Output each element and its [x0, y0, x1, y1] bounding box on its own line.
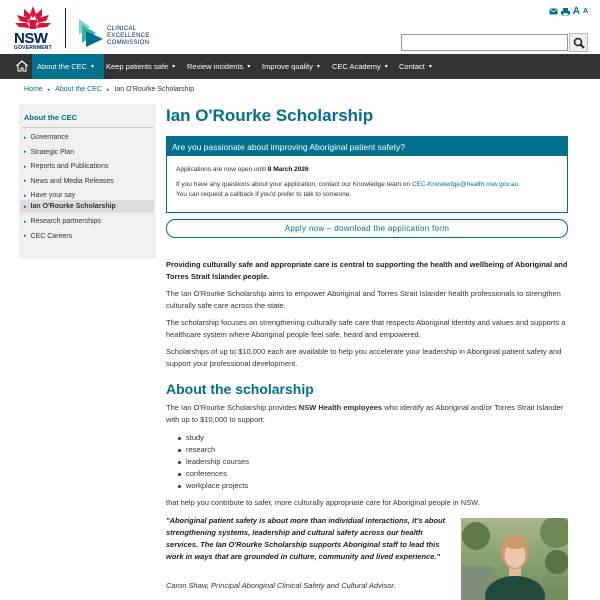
about-suffix: who identify as Aboriginal and/or Torres Strait Islander with up to $10,000 to support:: [166, 403, 564, 424]
nav-item-improve-quality[interactable]: [262, 54, 320, 79]
contact-prefix: If you have any questions about your application, contact our Knowledge team on: [176, 181, 412, 188]
print-icon[interactable]: [561, 8, 570, 16]
nav-item-about-the-cec[interactable]: [32, 54, 104, 79]
support-outro: that help you contribute to safer, more culturally appropriate care for Aboriginal people in NSW.: [166, 498, 480, 507]
nav-item-contact[interactable]: [399, 54, 432, 79]
sidebar-item-label: Have your say: [30, 192, 76, 199]
breadcrumb-home[interactable]: Home: [24, 86, 43, 93]
pull-quote: "Aboriginal patient safety is about more than individual interactions, it's about strengthening systems, leadership and cultural safety across our health services. The Ian O'Rourke Scholarship supports Aboriginal staff to lead this work in ways that are grounded in culture, community and lived experience.": [166, 516, 446, 561]
sidebar-item-label: Reports and Publications: [30, 163, 109, 170]
list-item: study: [178, 432, 249, 444]
cec-line-1: CLINICAL: [107, 26, 137, 32]
chevron-down-icon: ▾: [247, 64, 251, 70]
decrease-text-size-button[interactable]: A: [582, 8, 588, 15]
sidebar-item-reports-and-publications[interactable]: [20, 160, 154, 173]
portrait-photo: [461, 518, 568, 600]
breadcrumb-about-the-cec[interactable]: About the CEC: [55, 86, 102, 93]
support-list: [178, 432, 249, 492]
bullet-arrow-icon: ▸: [24, 163, 27, 170]
nav-item-label: Improve quality: [262, 62, 313, 71]
contact-email-link[interactable]: CEC-Knowledge@health.nsw.gov.au: [411, 181, 519, 188]
breadcrumb-separator-icon: ▸: [106, 87, 110, 93]
logo-divider: [65, 8, 66, 48]
search-button[interactable]: [569, 33, 588, 52]
sidebar-item-research-partnerships[interactable]: [20, 215, 154, 228]
list-item: leadership courses: [178, 456, 249, 468]
sidebar-item-label: Ian O'Rourke Scholarship: [30, 203, 116, 210]
waratah-icon: [12, 5, 54, 31]
callout-heading: Are you passionate about improving Aboriginal patient safety?: [167, 137, 567, 156]
quote-attribution: Caron Shaw, Principal Aboriginal Clinical Safety and Cultural Advisor.: [166, 581, 396, 590]
home-icon[interactable]: [15, 59, 29, 73]
sidebar-item-strategic-plan[interactable]: [20, 146, 154, 159]
sidebar-title[interactable]: About the CEC: [24, 113, 77, 122]
chevron-down-icon: ▾: [316, 64, 320, 70]
sidebar-item-label: Strategic Plan: [30, 148, 75, 156]
chevron-down-icon: ▾: [91, 64, 95, 70]
nav-item-label: Contact: [399, 62, 425, 71]
applications-close-date: 8 March 2026: [267, 166, 309, 173]
applications-callout: [166, 136, 568, 213]
nav-item-cec-academy[interactable]: [332, 54, 388, 79]
bullet-arrow-icon: ▸: [24, 192, 27, 199]
nav-item-label: Keep patients safe: [106, 62, 169, 71]
nsw-government-label: GOVERNMENT: [14, 45, 52, 51]
bullet-arrow-icon: ▸: [24, 178, 27, 184]
chevron-down-icon: ▾: [384, 64, 388, 70]
section-heading-about: About the scholarship: [166, 381, 314, 397]
nsw-wordmark: NSW: [14, 30, 48, 47]
cec-line-3: COMMISSION: [107, 40, 150, 46]
cec-line-2: EXCELLENCE: [107, 33, 150, 39]
list-item: conferences: [178, 468, 249, 480]
chevron-down-icon: ▾: [172, 64, 176, 70]
search-input[interactable]: [401, 34, 568, 51]
sidebar-item-cec-careers[interactable]: [20, 230, 154, 243]
applications-open-text: [176, 166, 309, 173]
body-paragraph-2: The scholarship focuses on strengthening culturally safe care that respects Aboriginal identity and values and supports a healthcare system where Aboriginal people feel safe, heard and empowered.: [166, 318, 566, 339]
intro-paragraph: Providing culturally safe and appropriate care is central to supporting the health and wellbeing of Aboriginal and Torres Strait Islander people.: [166, 260, 568, 281]
nav-item-review-incidents[interactable]: [187, 54, 250, 79]
utility-links: [549, 6, 588, 17]
about-prefix: The Ian O'Rourke Scholarship provides: [166, 403, 299, 412]
bullet-arrow-icon: ▸: [24, 233, 27, 239]
nav-item-label: About the CEC: [37, 62, 88, 71]
nav-item-label: Review incidents: [187, 62, 244, 71]
body-paragraph-3: Scholarships of up to $10,000 each are available to help you accelerate your leadership in Aboriginal patient safety and support your professional development.: [166, 347, 562, 368]
main-navigation: [0, 54, 600, 79]
breadcrumb-current: Ian O'Rourke Scholarship: [114, 86, 194, 93]
sidebar-item-ian-orourke-scholarship[interactable]: [20, 200, 154, 213]
search-icon: [573, 37, 585, 49]
apply-now-button[interactable]: Apply now – download the application form: [166, 219, 568, 238]
applications-open-prefix: Applications are now open until: [176, 166, 268, 173]
nav-item-keep-patients-safe[interactable]: [106, 54, 175, 79]
list-item: research: [178, 444, 249, 456]
cec-logo-icon[interactable]: [78, 17, 104, 47]
bullet-arrow-icon: ▸: [24, 203, 27, 210]
bullet-arrow-icon: ▸: [24, 149, 27, 155]
sidebar: [19, 104, 156, 259]
breadcrumb-separator-icon: ▸: [47, 87, 51, 93]
sidebar-item-governance[interactable]: [20, 131, 154, 144]
body-paragraph-1: The Ian O'Rourke Scholarship aims to empower Aboriginal and Torres Strait Islander health professionals to strengthen culturally safe care across the state.: [166, 289, 561, 310]
about-paragraph: [166, 402, 568, 426]
sidebar-divider: [23, 127, 153, 128]
portrait-image: [461, 518, 568, 600]
increase-text-size-button[interactable]: A: [572, 6, 580, 17]
bullet-arrow-icon: ▸: [24, 218, 27, 225]
sidebar-item-label: CEC Careers: [30, 232, 73, 240]
list-item: workplace projects: [178, 480, 249, 492]
sidebar-item-news-and-media-releases[interactable]: [20, 175, 154, 188]
page-title: Ian O'Rourke Scholarship: [166, 106, 374, 125]
sidebar-item-label: Governance: [30, 134, 69, 141]
cec-wordmark: [107, 26, 150, 47]
callback-text: You can request a callback if you'd prefer to talk to someone.: [176, 191, 352, 198]
about-bold: NSW Health employees: [298, 403, 383, 412]
chevron-down-icon: ▾: [428, 64, 432, 70]
contact-suffix: .: [518, 181, 520, 188]
contact-text: [176, 181, 520, 188]
site-header: [0, 0, 600, 54]
bullet-arrow-icon: ▸: [24, 134, 27, 141]
sidebar-item-label: News and Media Releases: [30, 177, 114, 185]
sidebar-item-label: Research partnerships: [30, 218, 101, 225]
nsw-government-logo[interactable]: [12, 5, 54, 50]
email-icon[interactable]: [549, 8, 558, 15]
nav-item-label: CEC Academy: [332, 62, 381, 71]
breadcrumb: [24, 86, 194, 95]
